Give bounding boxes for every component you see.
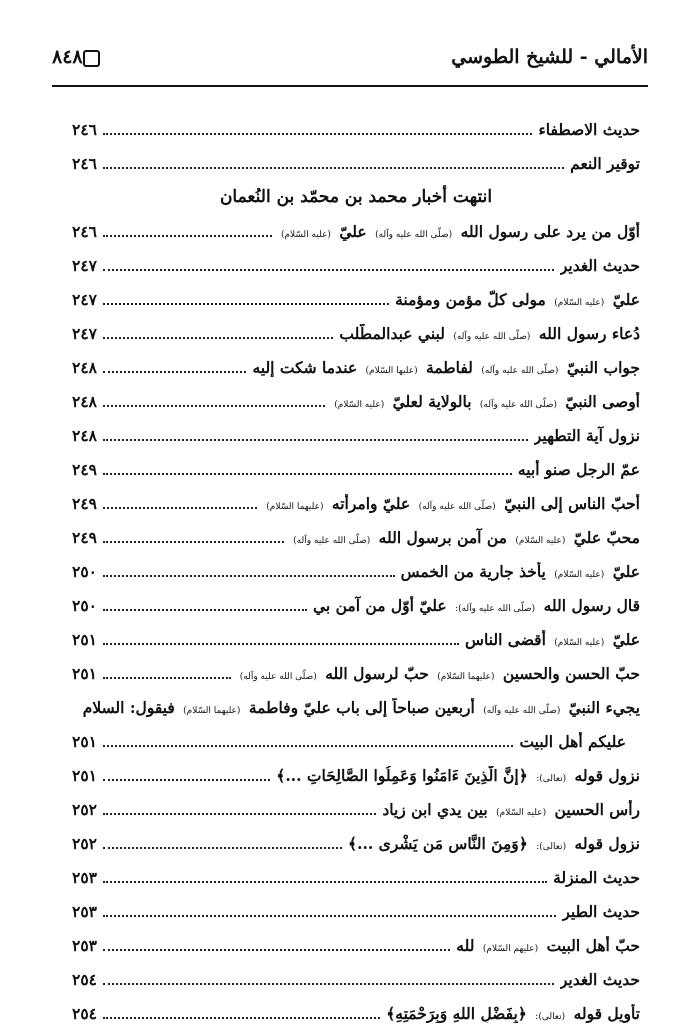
toc-entry <box>72 928 640 962</box>
leader-dots <box>103 133 532 135</box>
leader-dots <box>103 779 270 781</box>
toc-entry <box>72 894 640 928</box>
leader-dots <box>103 235 272 237</box>
toc-entry-page: ٢٤٨ <box>72 391 97 411</box>
toc-entry <box>72 996 640 1030</box>
toc-entry <box>72 622 640 656</box>
section-title: انتهت أخبار محمد بن محمّد بن النُعمان <box>219 187 493 207</box>
toc-entry <box>72 656 640 690</box>
toc-entry <box>72 316 640 350</box>
toc-entry-page: ٢٤٦ <box>72 221 97 241</box>
toc-entry-title: عليّ (عليه السّلام) يأخذ جارية من الخمس <box>400 561 640 581</box>
toc-entry-title: حديث الغدير <box>559 969 640 989</box>
leader-dots <box>103 439 528 441</box>
toc-entry-page: ٢٤٧ <box>72 289 97 309</box>
toc-entry-page: ٢٤٧ <box>72 255 97 275</box>
toc-entry <box>72 384 640 418</box>
toc-entry-title: عمّ الرجل صنو أبيه <box>517 459 640 479</box>
toc-entry-title: أوّل من يرد على رسول الله (صلّى الله عليه وآله) عليّ (عليه السّلام) <box>280 221 640 241</box>
leader-dots <box>103 643 459 645</box>
toc-entry-page: ٢٤٧ <box>72 323 97 343</box>
toc-entry-wrapped-line2 <box>72 724 640 758</box>
toc-entry-page: ٢٥٣ <box>72 901 97 921</box>
toc-entry <box>72 962 640 996</box>
toc-entry-title: نزول قوله (تعالى): ﴿إِنَّ الَّذِينَ ءَامَنُوا وَعَمِلُوا الصَّالِحَاتِ ...﴾ <box>276 765 640 785</box>
toc-entry <box>72 520 640 554</box>
toc-entry <box>72 486 640 520</box>
toc-entry <box>72 214 640 248</box>
toc-entry-title: نزول آية التطهير <box>533 425 640 445</box>
toc-entry-page: ٢٥٣ <box>72 867 97 887</box>
toc-entry-page: ٢٥٠ <box>72 595 97 615</box>
toc-entry-title: حديث المنزلة <box>553 867 640 887</box>
toc-entry-page: ٢٤٩ <box>72 459 97 479</box>
toc-entry <box>72 758 640 792</box>
toc-entry-title: أحبّ الناس إلى النبيّ (صلّى الله عليه وآله) عليّ وامرأته (عليهما السّلام) <box>266 493 640 513</box>
toc-entry-title: عليكم أهل البيت <box>519 731 626 751</box>
leader-dots <box>103 949 450 951</box>
leader-dots <box>103 371 246 373</box>
toc-entry-page: ٢٥٢ <box>72 833 97 853</box>
leader-dots <box>103 303 389 305</box>
square-ornament-icon <box>83 50 100 67</box>
leader-dots <box>103 813 376 815</box>
toc-entry <box>72 350 640 384</box>
toc-entry-title: يجيء النبيّ (صلّى الله عليه وآله) أربعين صباحاً إلى باب عليّ وفاطمة (عليهما السّلام) فيقول: السلام <box>82 697 640 717</box>
leader-dots <box>103 575 395 577</box>
toc-entry <box>72 792 640 826</box>
table-of-contents <box>72 112 640 1030</box>
leader-dots <box>103 405 325 407</box>
toc-entry-title: رأس الحسين (عليه السّلام) بين يدي ابن زياد <box>382 799 640 819</box>
leader-dots <box>103 167 564 169</box>
toc-entry-title: أوصى النبيّ (صلّى الله عليه وآله) بالولاية لعليّ (عليه السّلام) <box>334 391 640 411</box>
page-number <box>52 46 106 68</box>
toc-entry <box>72 248 640 282</box>
toc-entry-page: ٢٥١ <box>72 731 97 751</box>
toc-entry-page: ٢٤٦ <box>72 119 97 139</box>
toc-entry-title: دُعاء رسول الله (صلّى الله عليه وآله) لبني عبدالمطّلب <box>339 323 640 343</box>
leader-dots <box>103 983 554 985</box>
toc-entry-page: ٢٤٩ <box>72 527 97 547</box>
toc-entry-page: ٢٥٤ <box>72 1003 97 1023</box>
toc-entry-title: قال رسول الله (صلّى الله عليه وآله): عليّ أوّل من آمن بي <box>312 595 640 615</box>
leader-dots <box>103 337 333 339</box>
toc-entry <box>72 826 640 860</box>
toc-entry <box>72 554 640 588</box>
leader-dots <box>103 745 513 747</box>
leader-dots <box>103 473 512 475</box>
toc-entry-page: ٢٤٦ <box>72 153 97 173</box>
toc-entry-title: تأويل قوله (تعالى): ﴿بِفَضْلِ اللهِ وَبِرَحْمَتِهِ﴾ <box>386 1003 640 1023</box>
toc-entry-title: حديث الاصطفاء <box>538 119 640 139</box>
leader-dots <box>103 915 556 917</box>
toc-entry-title: جواب النبيّ (صلّى الله عليه وآله) لفاطمة (عليها السّلام) عندما شكت إليه <box>252 357 640 377</box>
toc-entry-title: حديث الطير <box>562 901 640 921</box>
header-rule <box>52 85 648 87</box>
leader-dots <box>103 881 547 883</box>
toc-entry-title: محبّ عليّ (عليه السّلام) من آمن برسول الله (صلّى الله عليه وآله) <box>293 527 640 547</box>
toc-entry-page: ٢٤٨ <box>72 425 97 445</box>
toc-entry-title: حبّ أهل البيت (عليهم السّلام) لله <box>456 935 640 955</box>
leader-dots <box>103 1017 380 1019</box>
toc-entry-page: ٢٥١ <box>72 765 97 785</box>
toc-entry <box>72 452 640 486</box>
toc-entry-wrapped-line1 <box>72 690 640 724</box>
toc-entry-title: نزول قوله (تعالى): ﴿وَمِنَ النَّاسِ مَن يَشْرِى ...﴾ <box>348 833 640 853</box>
running-title: الأمالي - للشيخ الطوسي <box>451 46 648 68</box>
toc-entry <box>72 860 640 894</box>
toc-entry <box>72 146 640 180</box>
leader-dots <box>103 269 554 271</box>
toc-entry <box>72 588 640 622</box>
leader-dots <box>103 609 307 611</box>
page-number-value: ٨٤٨ <box>52 46 83 68</box>
toc-entry-page: ٢٥٢ <box>72 799 97 819</box>
leader-dots <box>103 847 342 849</box>
toc-entry-page: ٢٥١ <box>72 663 97 683</box>
toc-entry-page: ٢٥٤ <box>72 969 97 989</box>
toc-entry-page: ٢٤٨ <box>72 357 97 377</box>
page-header <box>52 40 648 80</box>
leader-dots <box>103 677 231 679</box>
leader-dots <box>103 541 284 543</box>
toc-entry-title: عليّ (عليه السّلام) مولى كلّ مؤمن ومؤمنة <box>395 289 640 309</box>
toc-entry <box>72 112 640 146</box>
toc-entry-page: ٢٥٣ <box>72 935 97 955</box>
toc-entry-title: حبّ الحسن والحسين (عليهما السّلام) حبّ لرسول الله (صلّى الله عليه وآله) <box>239 663 640 683</box>
toc-entry <box>72 418 640 452</box>
toc-entry-title: حديث الغدير <box>559 255 640 275</box>
toc-entry-title: عليّ (عليه السّلام) أقضى الناس <box>465 629 640 649</box>
toc-entry-page: ٢٤٩ <box>72 493 97 513</box>
toc-entry-title: توقير النعم <box>570 153 640 173</box>
toc-entry <box>72 282 640 316</box>
toc-entry-page: ٢٥١ <box>72 629 97 649</box>
leader-dots <box>103 507 257 509</box>
toc-entry-page: ٢٥٠ <box>72 561 97 581</box>
